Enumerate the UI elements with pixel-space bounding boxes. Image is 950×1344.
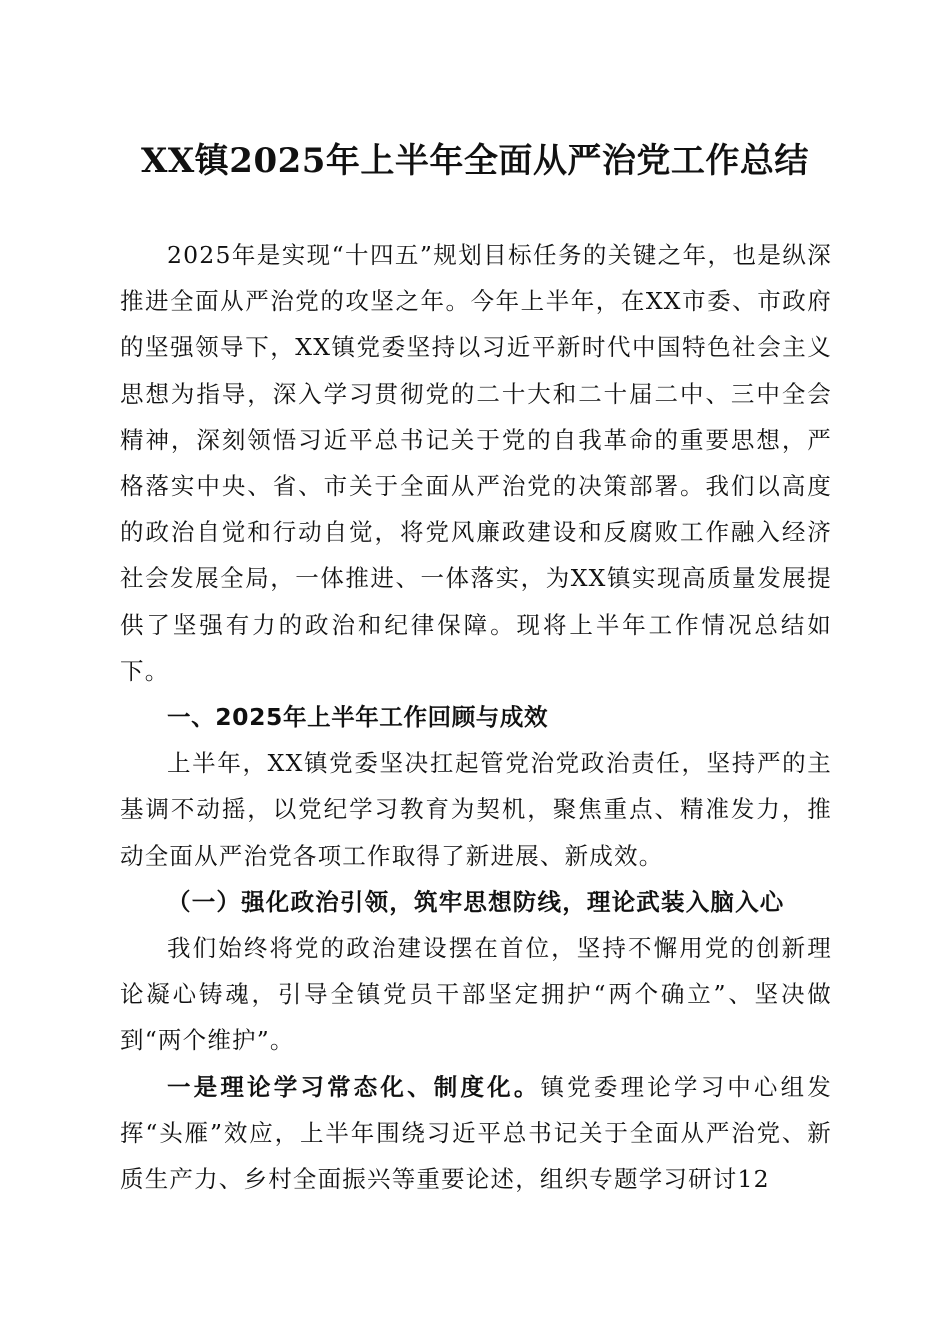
section-heading-1: 一、2025年上半年工作回顾与成效 — [167, 703, 549, 732]
theory-study-text: 镇党委理论学习中心组发挥“头雁”效应，上半年围绕习近平总书记关于全面从严治党、新质生产力、乡村全面振兴等重要论述，组织专题学习研讨12 — [120, 1072, 832, 1194]
document-title: XX镇2025年上半年全面从严治党工作总结 — [141, 141, 809, 181]
document-body — [120, 232, 832, 1202]
subsection-1-paragraph: 我们始终将党的政治建设摆在首位，坚持不懈用党的创新理论凝心铸魂，引导全镇党员干部坚定拥护“两个确立”、坚决做到“两个维护”。 — [120, 934, 832, 1055]
section-1-intro-paragraph: 上半年，XX镇党委坚决扛起管党治党政治责任，坚持严的主基调不动摇，以党纪学习教育为契机，聚焦重点、精准发力，推动全面从严治党各项工作取得了新进展、新成效。 — [120, 749, 832, 870]
subsection-heading-1: （一）强化政治引领，筑牢思想防线，理论武装入脑入心 — [167, 887, 785, 916]
intro-paragraph: 2025年是实现“十四五”规划目标任务的关键之年，也是纵深推进全面从严治党的攻坚之年。今年上半年，在XX市委、市政府的坚强领导下，XX镇党委坚持以习近平新时代中国特色社会主义思想为指导，深入学习贯彻党的二十大和二十届二中、三中全会精神，深刻领悟习近平总书记关于党的自我革命的重要思想，严格落实中央、省、市关于全面从严治党的决策部署。我们以高度的政治自觉和行动自觉，将党风廉政建设和反腐败工作融入经济社会发展全局，一体推进、一体落实，为XX镇实现高质量发展提供了坚强有力的政治和纪律保障。现将上半年工作情况总结如下。 — [120, 241, 832, 685]
theory-study-paragraph — [120, 1064, 832, 1203]
theory-study-lead: 一是理论学习常态化、制度化。 — [167, 1072, 541, 1101]
